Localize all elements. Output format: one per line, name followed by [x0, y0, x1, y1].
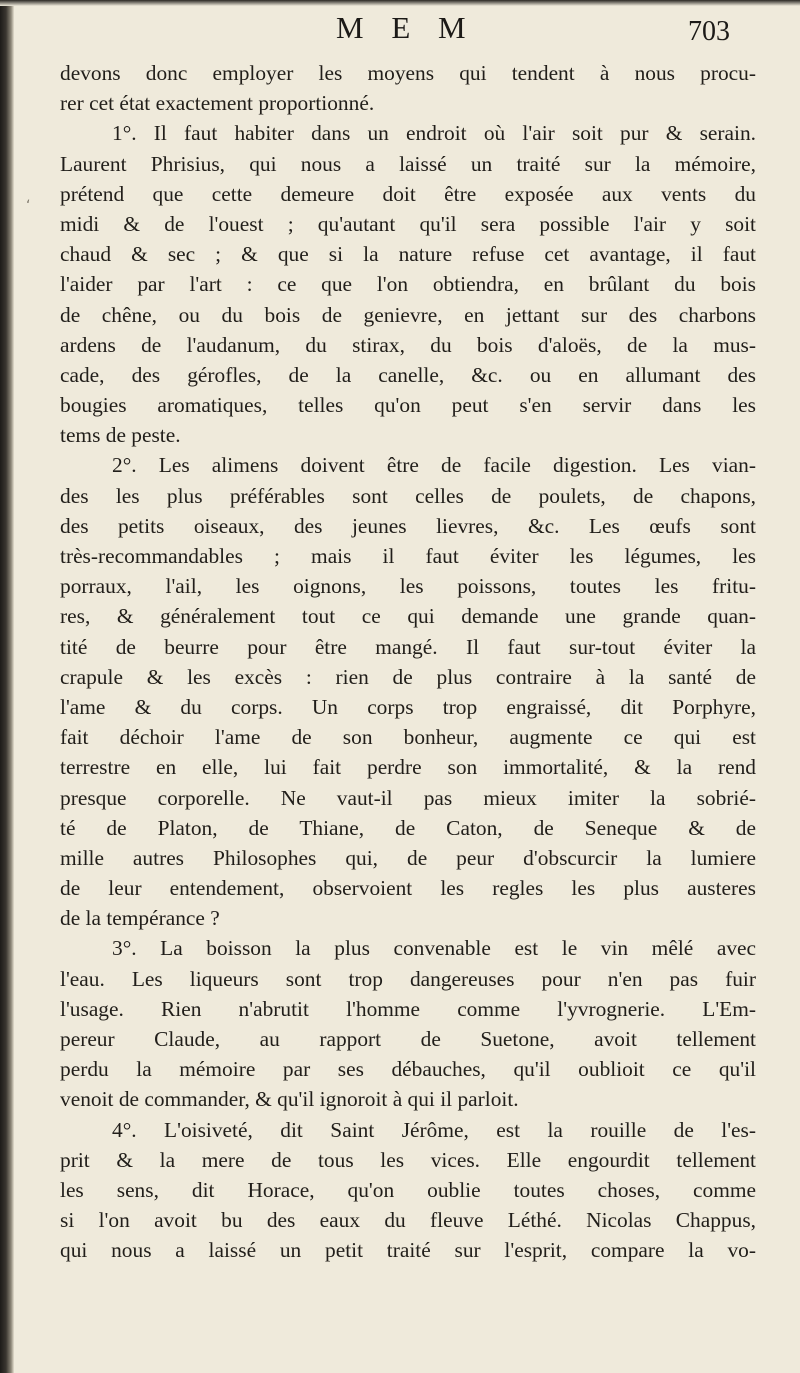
text-line: bougies aromatiques, telles qu'on peut s'en servir dans les [60, 393, 756, 418]
text-line: Laurent Phrisius, qui nous a laissé un traité sur la mémoire, [60, 151, 756, 176]
text-line: de leur entendement, observoient les regles les plus austeres [60, 876, 756, 901]
text-line: cade, des gérofles, de la canelle, &c. ou en allumant des [60, 362, 756, 387]
text-line: terrestre en elle, lui fait perdre son immortalité, & la rend [60, 755, 756, 780]
text-line: tité de beurre pour être mangé. Il faut sur-tout éviter la [60, 634, 756, 659]
margin-mark: ‘ [26, 198, 31, 214]
text-line: pereur Claude, au rapport de Suetone, avoit tellement [60, 1027, 756, 1051]
text-line: presque corporelle. Ne vaut-il pas mieux imiter la sobrié- [60, 785, 756, 810]
text-line: prétend que cette demeure doit être exposée aux vents du [60, 181, 756, 206]
text-line: de chêne, ou du bois de genievre, en jettant sur des charbons [60, 302, 756, 327]
text-line: crapule & les excès : rien de plus contraire à la santé de [60, 664, 756, 689]
text-line: l'usage. Rien n'abrutit l'homme comme l'yvrognerie. L'Em- [60, 996, 756, 1021]
page-number: 703 [688, 16, 730, 47]
text-line: mille autres Philosophes qui, de peur d'obscurcir la lumiere [60, 845, 756, 870]
text-line: tems de peste. [60, 423, 181, 448]
text-line: l'eau. Les liqueurs sont trop dangereuses pour n'en pas fuir [60, 966, 756, 991]
text-line: devons donc employer les moyens qui tendent à nous procu- [60, 61, 756, 85]
text-line: des les plus préférables sont celles de poulets, de chapons, [60, 483, 756, 508]
text-line: chaud & sec ; & que si la nature refuse cet avantage, il faut [60, 242, 756, 267]
page-top-edge [0, 0, 800, 6]
text-line: qui nous a laissé un petit traité sur l'esprit, compare la vo- [60, 1238, 756, 1263]
text-line: res, & généralement tout ce qui demande une grande quan- [60, 604, 756, 629]
text-line: fait déchoir l'ame de son bonheur, augmente ce qui est [60, 725, 756, 750]
text-line: des petits oiseaux, des jeunes lievres, &c. Les œufs sont [60, 513, 756, 538]
text-line: 1°. Il faut habiter dans un endroit où l'air soit pur & serain. [112, 121, 756, 146]
running-head: M E M [336, 10, 476, 45]
text-line: midi & de l'ouest ; qu'autant qu'il sera possible l'air y soit [60, 211, 756, 236]
text-line: l'ame & du corps. Un corps trop engraissé, dit Porphyre, [60, 694, 756, 719]
text-line: si l'on avoit bu des eaux du fleuve Léthé. Nicolas Chappus, [60, 1208, 756, 1233]
text-line: rer cet état exactement proportionné. [60, 91, 375, 116]
text-line: prit & la mere de tous les vices. Elle engourdit tellement [60, 1147, 756, 1172]
text-line: perdu la mémoire par ses débauches, qu'il oublioit ce qu'il [60, 1057, 756, 1082]
body-text [60, 58, 756, 1266]
book-binding-edge [0, 0, 14, 1373]
text-line: les sens, dit Horace, qu'on oublie toutes choses, comme [60, 1177, 756, 1202]
text-line: 4°. L'oisiveté, dit Saint Jérôme, est la rouille de l'es- [112, 1117, 756, 1142]
text-line: té de Platon, de Thiane, de Caton, de Seneque & de [60, 815, 756, 840]
text-line: l'aider par l'art : ce que l'on obtiendra, en brûlant du bois [60, 272, 756, 297]
text-line: porraux, l'ail, les oignons, les poissons, toutes les fritu- [60, 574, 756, 599]
text-line: très-recommandables ; mais il faut éviter les légumes, les [60, 544, 756, 568]
text-line: 3°. La boisson la plus convenable est le vin mêlé avec [112, 936, 756, 961]
text-line: venoit de commander, & qu'il ignoroit à qui il parloit. [60, 1087, 519, 1112]
text-line: de la tempérance ? [60, 906, 220, 931]
text-line: ardens de l'audanum, du stirax, du bois d'aloës, de la mus- [60, 332, 756, 357]
text-line: 2°. Les alimens doivent être de facile digestion. Les vian- [112, 453, 756, 478]
